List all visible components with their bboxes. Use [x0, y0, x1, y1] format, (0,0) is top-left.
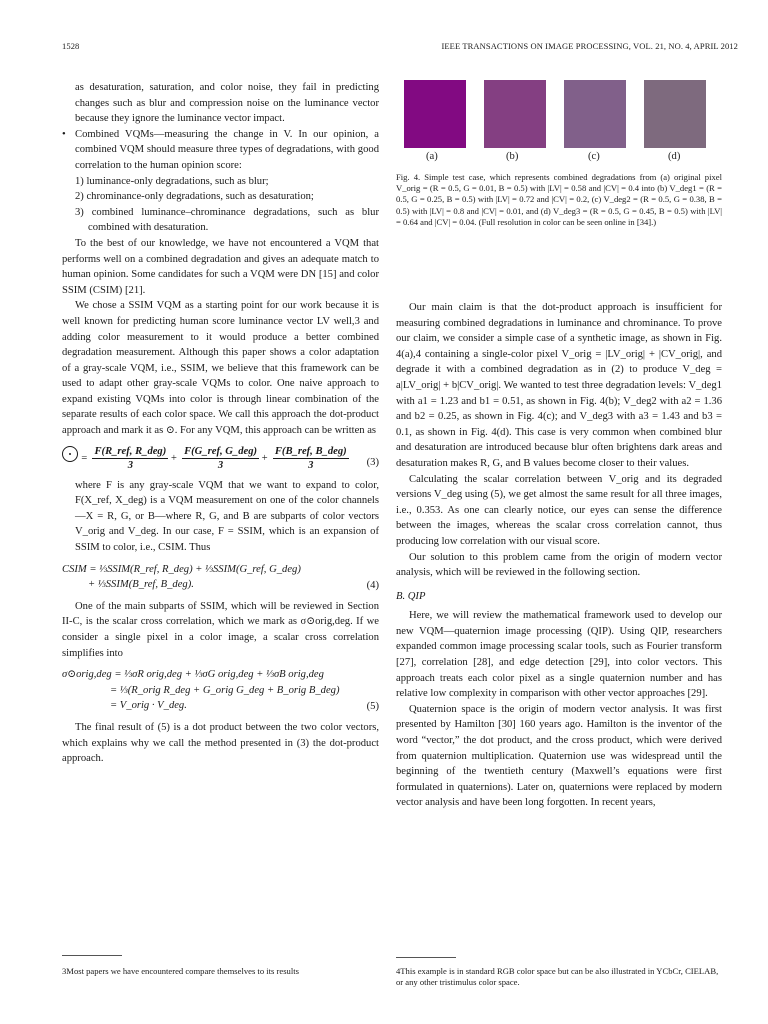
eq4-line-2: + ⅓SSIM(B_ref, B_deg). [88, 579, 194, 591]
left-paragraph-3: We chose a SSIM VQM as a starting point for our work because it is well known for predicting human score luminance vector LV well,3 and adding color measurement to it would produce a better combined degradation measurement. Although this paper shows a color adaptation of a gray-scale VQM, i.e., SSIM, we believe that this framework can be used to adapt other gray-scale VQMs to color. One naive approach to expand existing VQMs into color is through linear combination of the separate results of each color space. We call this approach the dot-product approach and mark it as ⊙. For any VQM, this approach can be written as [62, 300, 379, 437]
equation-3: = $\frac{\text{F(R\_ref, R\_deg)}}{3}$ + $\frac{\text{F(G\_ref, G\_deg)}}{3}$ + $\frac{\text{F(B\_ref, B\_deg)}}{3}$ (3) [62, 445, 379, 472]
eq3-term-3: F(B_ref, B_deg) [274, 445, 347, 457]
eq3-den-2: 3 [217, 459, 224, 471]
left-paragraph-4: where F is any gray-scale VQM that we want to expand to color, F(X_ref, X_deg) is a VQM measurement on one of the color channels—X = R, G, or B—where R, G, and B are subparts of color vectors V_orig and V_deg. In our case, F = SSIM, which is an expansion of SSIM to color, i.e., CSIM. Thus [75, 479, 379, 554]
figure-caption: Fig. 4. Simple test case, which represents combined degradations from (a) original pixel V_orig = (R = 0.5, G = 0.01, B = 0.5) with |LV| = 0.58 and |CV| = 0.4 into (b) V_deg1 = (R = 0.5, G = 0.25, B = 0.5) with |LV| = 0.72 and |CV| = 0.2, (c) V_deg2 = (R = 0.5, G = 0.38, B = 0.5) with |LV| = 0.8 and |CV| = 0.01, and (d) V_deg3 = (R = 0.5, G = 0.45, B = 0.5) with |LV| = 0.64 and |CV| = 0.04. (Full resolution in color can be seen online in [34].) [396, 172, 722, 227]
swatch-d [644, 80, 706, 148]
eq3-number: (3) [366, 456, 379, 468]
right-paragraph-1: Our main claim is that the dot-product approach is insufficient for measuring combined degradations in luminance and chrominance. To prove our claim, we consider a simple case of a synthetic image, as shown in Fig. 4(a),4 containing a single-color pixel V_orig = |LV_orig| + |CV_orig|, and degrade it with a combined degradation as in (2) to produce V_deg = a|LV_orig| + b|CV_orig|. We wanted to test three degradation levels: V_deg1 with a1 = 1.23 and b1 = 0.51, as shown in Fig. 4(b); V_deg2 with a2 = 1.36 and b2 = 0.25, as shown in Fig. 4(c); and V_deg3 with a3 = 1.43 and b3 = 0.1, as shown in Fig. 4(d). This case is very common when combined blur and desaturation are introduced because blur often brightens dark areas and desaturation makes R, G, and B values become closer to their values. [396, 302, 722, 469]
figure-label-a: (a) [426, 151, 438, 162]
right-paragraph-3: Our solution to this problem came from the origin of modern vector analysis, which will be reviewed in the following section. [396, 551, 722, 579]
eq5-number: (5) [366, 701, 379, 713]
left-paragraph-1: as desaturation, saturation, and color noise, they fail in predicting changes such as blur and compression noise on the luminance vector because they ignore the luminance vector impact. [75, 82, 379, 125]
bullet-combined-vqm [62, 127, 379, 174]
journal-header: IEEE TRANSACTIONS ON IMAGE PROCESSING, VOL. 21, NO. 4, APRIL 2012 [441, 41, 738, 51]
swatch-a [404, 80, 466, 148]
figure-label-c: (c) [588, 151, 600, 162]
footnote-3: 3Most papers we have encountered compare themselves to its results [62, 966, 299, 976]
list-item: 2) chrominance-only degradations, such as desaturation; [75, 191, 314, 203]
degradation-list [62, 174, 379, 236]
figure-4 [404, 80, 714, 148]
bullet-text: Combined VQMs—measuring the change in V. In our opinion, a combined VQM should measure three types of degradations, with good correlation to the human opinion score: [75, 128, 379, 171]
list-item: 3) combined luminance–chrominance degradations, such as blur combined with desaturation. [75, 206, 379, 234]
eq3-den-3: 3 [308, 459, 314, 471]
section-title: B. QIP [396, 590, 426, 602]
left-paragraph-2: To the best of our knowledge, we have not encountered a VQM that performs well on a combined degradation and gives an adequate match to human opinion. Some candidates for such a VQM were DN [15] and color SSIM (CSIM) [21]. [62, 237, 379, 296]
eq4-line-1: CSIM = ⅓SSIM(R_ref, R_deg) + ⅓SSIM(G_ref, G_deg) [62, 563, 301, 575]
right-paragraph-5: Quaternion space is the origin of modern vector analysis. It was first presented by Hamilton [30] 160 years ago. Hamilton is the inventor of the word “vector,” the dot product, and the cross product, which were derived from quaternion multiplication. Quaternion use was widespread until the beginning of the twentieth century (Maxwell’s equations were first formulated in quaternions). Later on, quaternions were replaced by modern vector analysis and have been long forgotten. In recent years, [396, 703, 722, 809]
eq3-term-2: F(G_ref, G_deg) [184, 445, 258, 457]
swatch-b [484, 80, 546, 148]
equation-4 [62, 562, 379, 593]
eq3-term-1: F(R_ref, R_deg) [94, 445, 167, 457]
left-paragraph-5: One of the main subparts of SSIM, which will be reviewed in Section II-C, is the scalar cross correlation, which we mark as σ⊙orig,deg. If we consider a single pixel in a color image, a scalar cross correlation simplifies into [62, 600, 379, 659]
figure-label-b: (b) [506, 151, 519, 162]
footnote-4: 4This example is in standard RGB color space but can be also illustrated in YCbCr, CIELAB, or any other tristimulus color space. [396, 966, 719, 987]
right-paragraph-2: Calculating the scalar correlation between V_orig and its degraded versions V_deg using (5), we get almost the same result for all three images, i.e., 0.353. As one can clearly notice, our eyes can sense the difference between the images, whereas the scalar cross correlation cannot, thus producing low correlation with our visual score. [396, 473, 722, 547]
footnote-rule-right [396, 957, 456, 958]
eq5-line-3: = V_orig · V_deg. [110, 700, 187, 712]
bullet-icon: • [62, 128, 66, 140]
right-paragraph-4: Here, we will review the mathematical framework used to develop our new VQM—quaternion image processing (QIP). Using QIP, researchers expanded common image processing scalar tools, such as Fourier transform [27], correlation [28], and edge detection [29], into color vectors. This approach treats each color pixel as a single quaternion number and has relative low complexity in comparison with other vector approaches [29]. [396, 610, 722, 700]
left-paragraph-6: The final result of (5) is a dot product between the two color vectors, which explains why we call the method presented in (3) the dot-product approach. [62, 721, 379, 765]
list-item: 1) luminance-only degradations, such as blur; [75, 175, 269, 187]
eq3-den-1: 3 [127, 459, 134, 471]
figure-label-d: (d) [668, 151, 681, 162]
eq5-line-2: = ⅓(R_orig R_deg + G_orig G_deg + B_orig B_deg) [110, 684, 340, 696]
right-column [396, 300, 722, 811]
odot-icon [62, 446, 78, 462]
left-column [62, 80, 379, 767]
eq4-number: (4) [366, 579, 379, 591]
eq5-line-1: σ⊙orig,deg = ⅓σR orig,deg + ⅓σG orig,deg + ⅓σB orig,deg [62, 669, 324, 681]
footnote-rule-left [62, 955, 122, 956]
page-number: 1528 [62, 41, 80, 51]
equation-5 [62, 667, 379, 714]
swatch-c [564, 80, 626, 148]
